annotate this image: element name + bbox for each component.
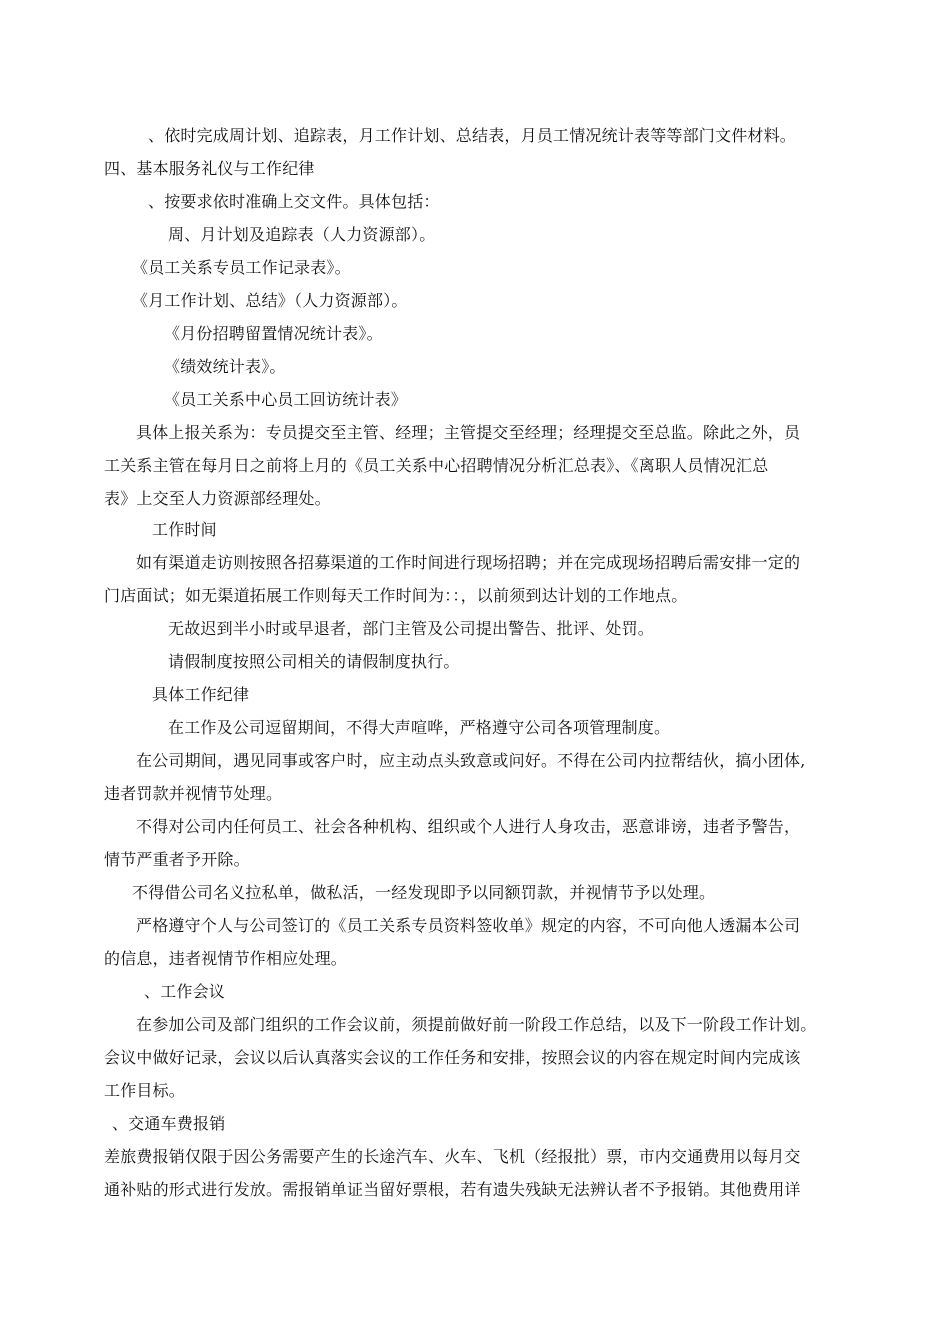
section-heading: 四、基本服务礼仪与工作纪律 (104, 159, 315, 178)
text-line: 《员工关系专员工作记录表》。 (132, 258, 351, 277)
text-line: 在公司期间，遇见同事或客户时，应主动点头致意或问好。不得在公司内拉帮结伙，搞小团体, (136, 751, 806, 770)
text-line: 无故迟到半小时或早退者，部门主管及公司提出警告、批评、处罚。 (168, 619, 655, 638)
text-line: 《绩效统计表》。 (164, 357, 286, 376)
text-line: 请假制度按照公司相关的请假制度执行。 (168, 652, 460, 671)
subsection-heading: 具体工作纪律 (152, 685, 250, 704)
text-line: 差旅费报销仅限于因公务需要产生的长途汽车、火车、飞机（经报批）票，市内交通费用以每月交 (104, 1147, 801, 1166)
text-line: 违者罚款并视情节处理。 (104, 784, 283, 803)
text-line: 不得借公司名义拉私单，做私活，一经发现即予以同额罚款，并视情节予以处理。 (132, 883, 716, 902)
text-line: 会议中做好记录，会议以后认真落实会议的工作任务和安排，按照会议的内容在规定时间内完成该 (104, 1048, 801, 1067)
text-line: 周、月计划及追踪表（人力资源部）。 (168, 225, 436, 244)
subsection-heading: 、交通车费报销 (112, 1114, 226, 1133)
text-line: 严格遵守个人与公司签订的《员工关系专员资料签收单》规定的内容，不可向他人透漏本公司 (136, 916, 801, 935)
text-line: 门店面试；如无渠道拓展工作则每天工作时间为：：，以前须到达计划的工作地点。 (104, 586, 688, 605)
text-line: 情节严重者予开除。 (104, 850, 250, 869)
text-line: 不得对公司内任何员工、社会各种机构、组织或个人进行人身攻击，恶意诽谤，违者予警告， (136, 817, 801, 836)
text-line: 通补贴的形式进行发放。需报销单证当留好票根，若有遗失残缺无法辨认者不予报销。其他费用详 (104, 1180, 801, 1199)
text-line: 工作目标。 (104, 1081, 186, 1100)
text-line: 的信息，违者视情节作相应处理。 (104, 949, 348, 968)
subsection-heading: 、工作会议 (144, 982, 226, 1001)
text-line: 具体上报关系为：专员提交至主管、经理；主管提交至经理；经理提交至总监。除此之外，员 (136, 423, 801, 442)
text-line: 在参加公司及部门组织的工作会议前，须提前做好前一阶段工作总结，以及下一阶段工作计划。 (136, 1015, 817, 1034)
text-line: 《员工关系中心员工回访统计表》 (164, 390, 408, 409)
text-line: 表》上交至人力资源部经理处。 (104, 489, 331, 508)
text-line: 在工作及公司逗留期间，不得大声喧哗，严格遵守公司各项管理制度。 (168, 718, 671, 737)
text-line: 《月工作计划、总结》（人力资源部）。 (132, 291, 408, 310)
text-line: 、依时完成周计划、追踪表，月工作计划、总结表，月员工情况统计表等等部门文件材料。 (148, 126, 797, 145)
text-line: 《月份招聘留置情况统计表》。 (164, 324, 383, 343)
text-line: 、按要求依时准确上交文件。具体包括： (148, 192, 440, 211)
subsection-heading: 工作时间 (152, 520, 217, 539)
text-line: 如有渠道走访则按照各招募渠道的工作时间进行现场招聘；并在完成现场招聘后需安排一定的 (136, 553, 801, 572)
text-line: 工关系主管在每月日之前将上月的《员工关系中心招聘情况分析汇总表》、《离职人员情况汇总 (104, 456, 769, 475)
